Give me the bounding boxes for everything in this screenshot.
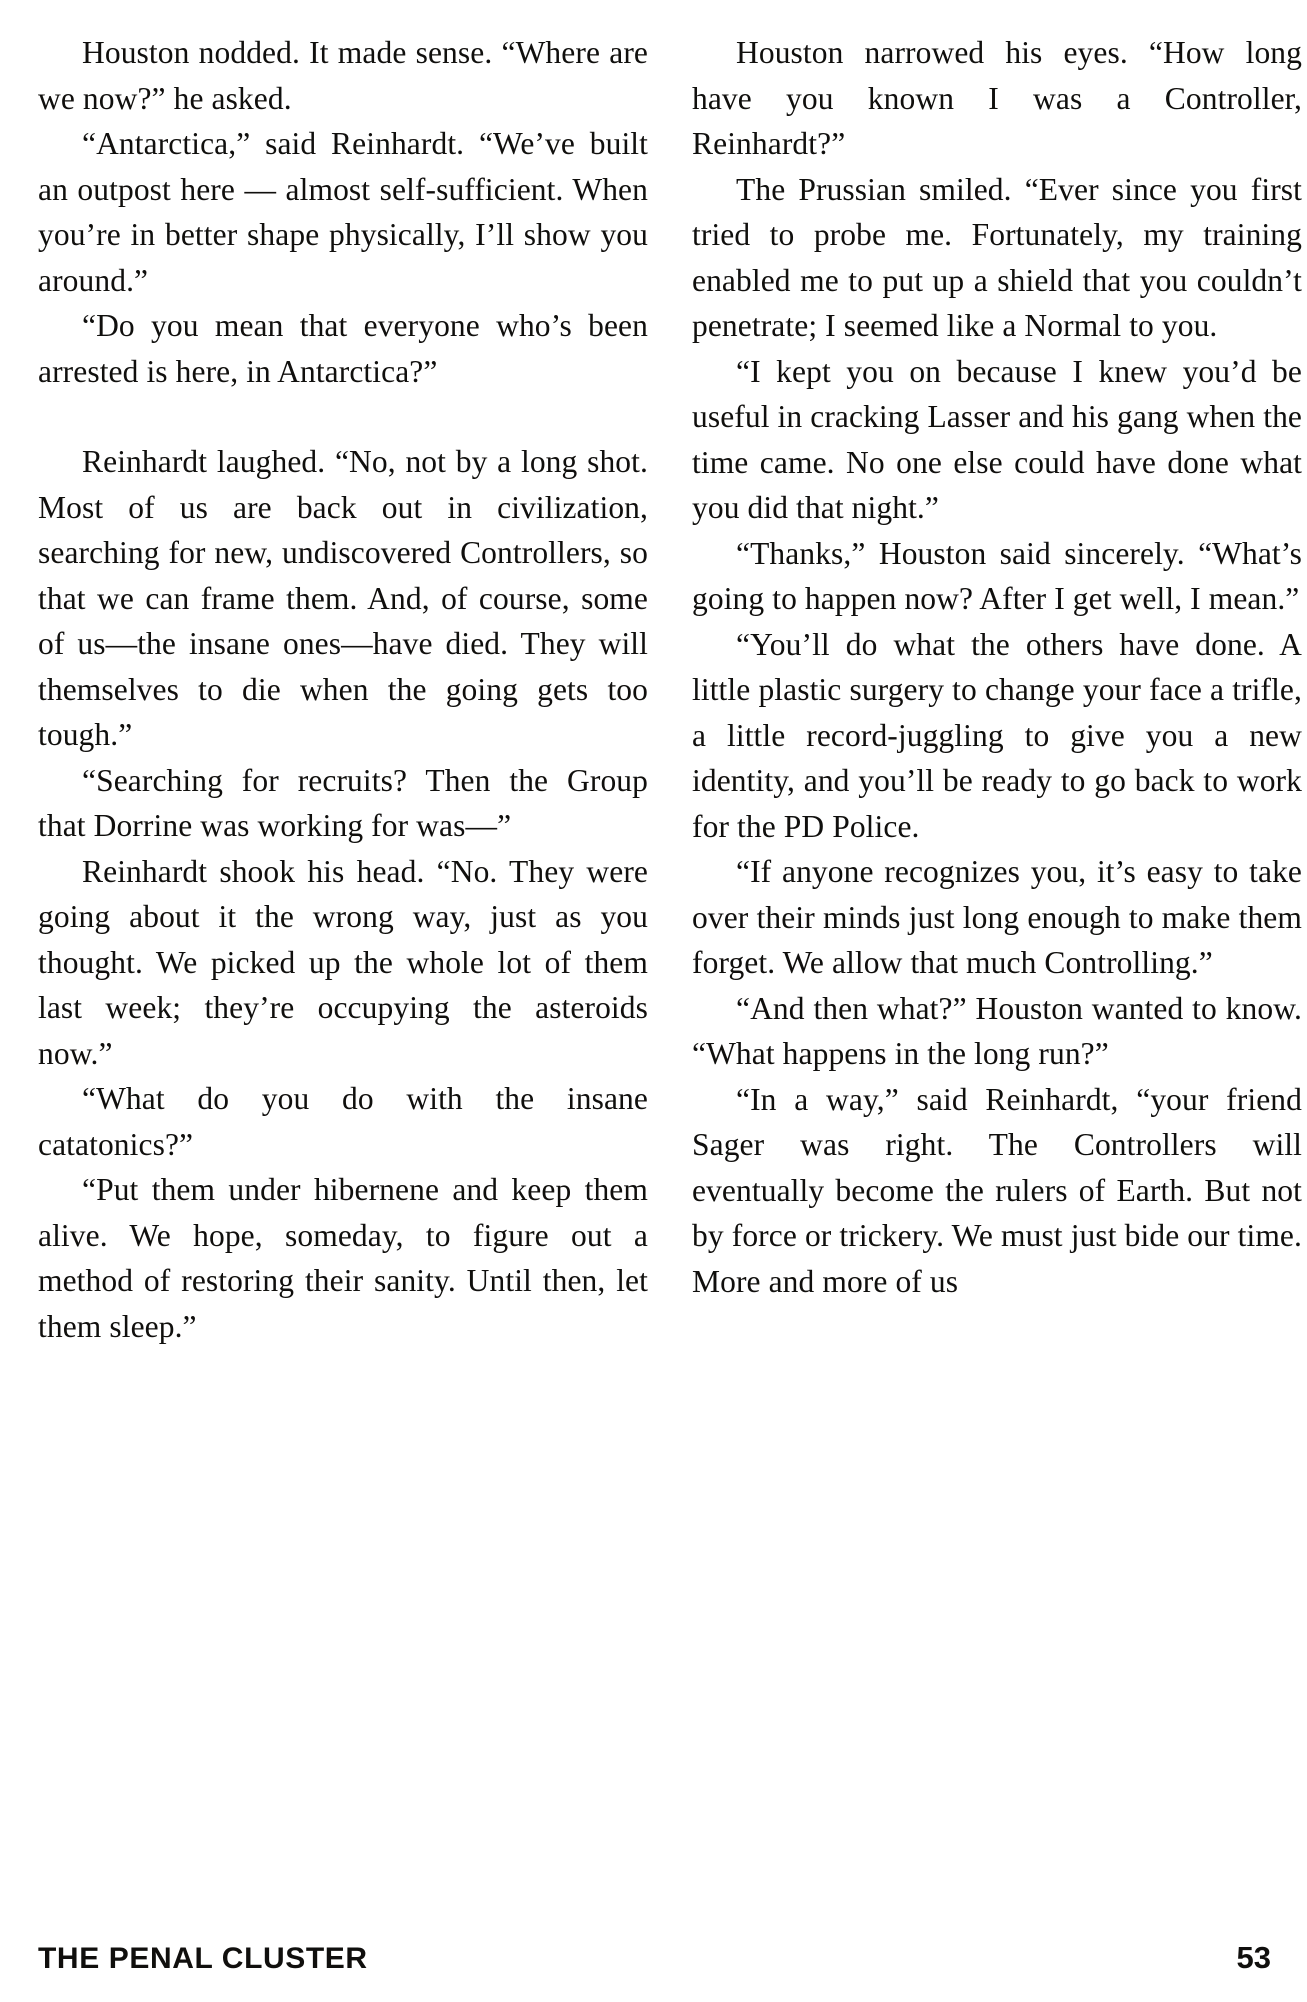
paragraph: “What do you do with the insane catatonics?” bbox=[38, 1081, 648, 1162]
page-number: 53 bbox=[1236, 1940, 1271, 1975]
paragraph: “Do you mean that everyone who’s been arrested is here, in Antarctica?” bbox=[38, 308, 648, 389]
page-footer bbox=[38, 1940, 1271, 1976]
right-column bbox=[692, 30, 1302, 1890]
paragraph: Houston nodded. It made sense. “Where are we now?” he asked. bbox=[38, 35, 648, 116]
paragraph: “Searching for recruits? Then the Group that Dorrine was working for was—” bbox=[38, 762, 648, 843]
paragraph: The Prussian smiled. “Ever since you first tried to probe me. Fortunately, my training enabled me to put up a shield that you couldn’t penetrate; I seemed like a Normal to you. bbox=[692, 171, 1302, 343]
running-title: THE PENAL CLUSTER bbox=[38, 1942, 368, 1975]
paragraph: “You’ll do what the others have done. A little plastic surgery to change your face a trifle, a little record-juggling to give you a new identity, and you’ll be ready to go back to work for the PD Police. bbox=[692, 626, 1302, 844]
text-columns bbox=[38, 30, 1303, 1890]
paragraph: Houston narrowed his eyes. “How long have you known I was a Controller, Reinhardt?” bbox=[692, 35, 1302, 161]
paragraph: “In a way,” said Reinhardt, “your friend Sager was right. The Controllers will eventually become the rulers of Earth. But not by force or trickery. We must just bide our time. More and more of us bbox=[692, 1081, 1302, 1299]
left-column bbox=[38, 30, 648, 1890]
paragraph: “I kept you on because I knew you’d be useful in cracking Lasser and his gang when the time came. No one else could have done what you did that night.” bbox=[692, 353, 1303, 525]
paragraph: “And then what?” Houston wanted to know. “What happens in the long run?” bbox=[692, 990, 1302, 1071]
paragraph: “If anyone recognizes you, it’s easy to take over their minds just long enough to make them forget. We allow that much Controlling.” bbox=[692, 854, 1302, 980]
paragraph: Reinhardt shook his head. “No. They were going about it the wrong way, just as you thought. We picked up the whole lot of them last week; they’re occupying the asteroids now.” bbox=[38, 853, 648, 1071]
paragraph: “Antarctica,” said Reinhardt. “We’ve built an outpost here — almost self-sufficient. When you’re in better shape physically, I’ll show you around.” bbox=[38, 126, 648, 298]
paragraph: “Put them under hibernene and keep them alive. We hope, someday, to figure out a method of restoring their sanity. Until then, let them sleep.” bbox=[38, 1172, 648, 1344]
paragraph: “Thanks,” Houston said sincerely. “What’s going to happen now? After I get well, I mean.” bbox=[692, 535, 1302, 616]
paragraph: Reinhardt laughed. “No, not by a long shot. Most of us are back out in civilization, searching for new, undiscovered Controllers, so that we can frame them. And, of course, some of us—the insane ones—have died. They will themselves to die when the going gets too tough.” bbox=[38, 444, 648, 752]
